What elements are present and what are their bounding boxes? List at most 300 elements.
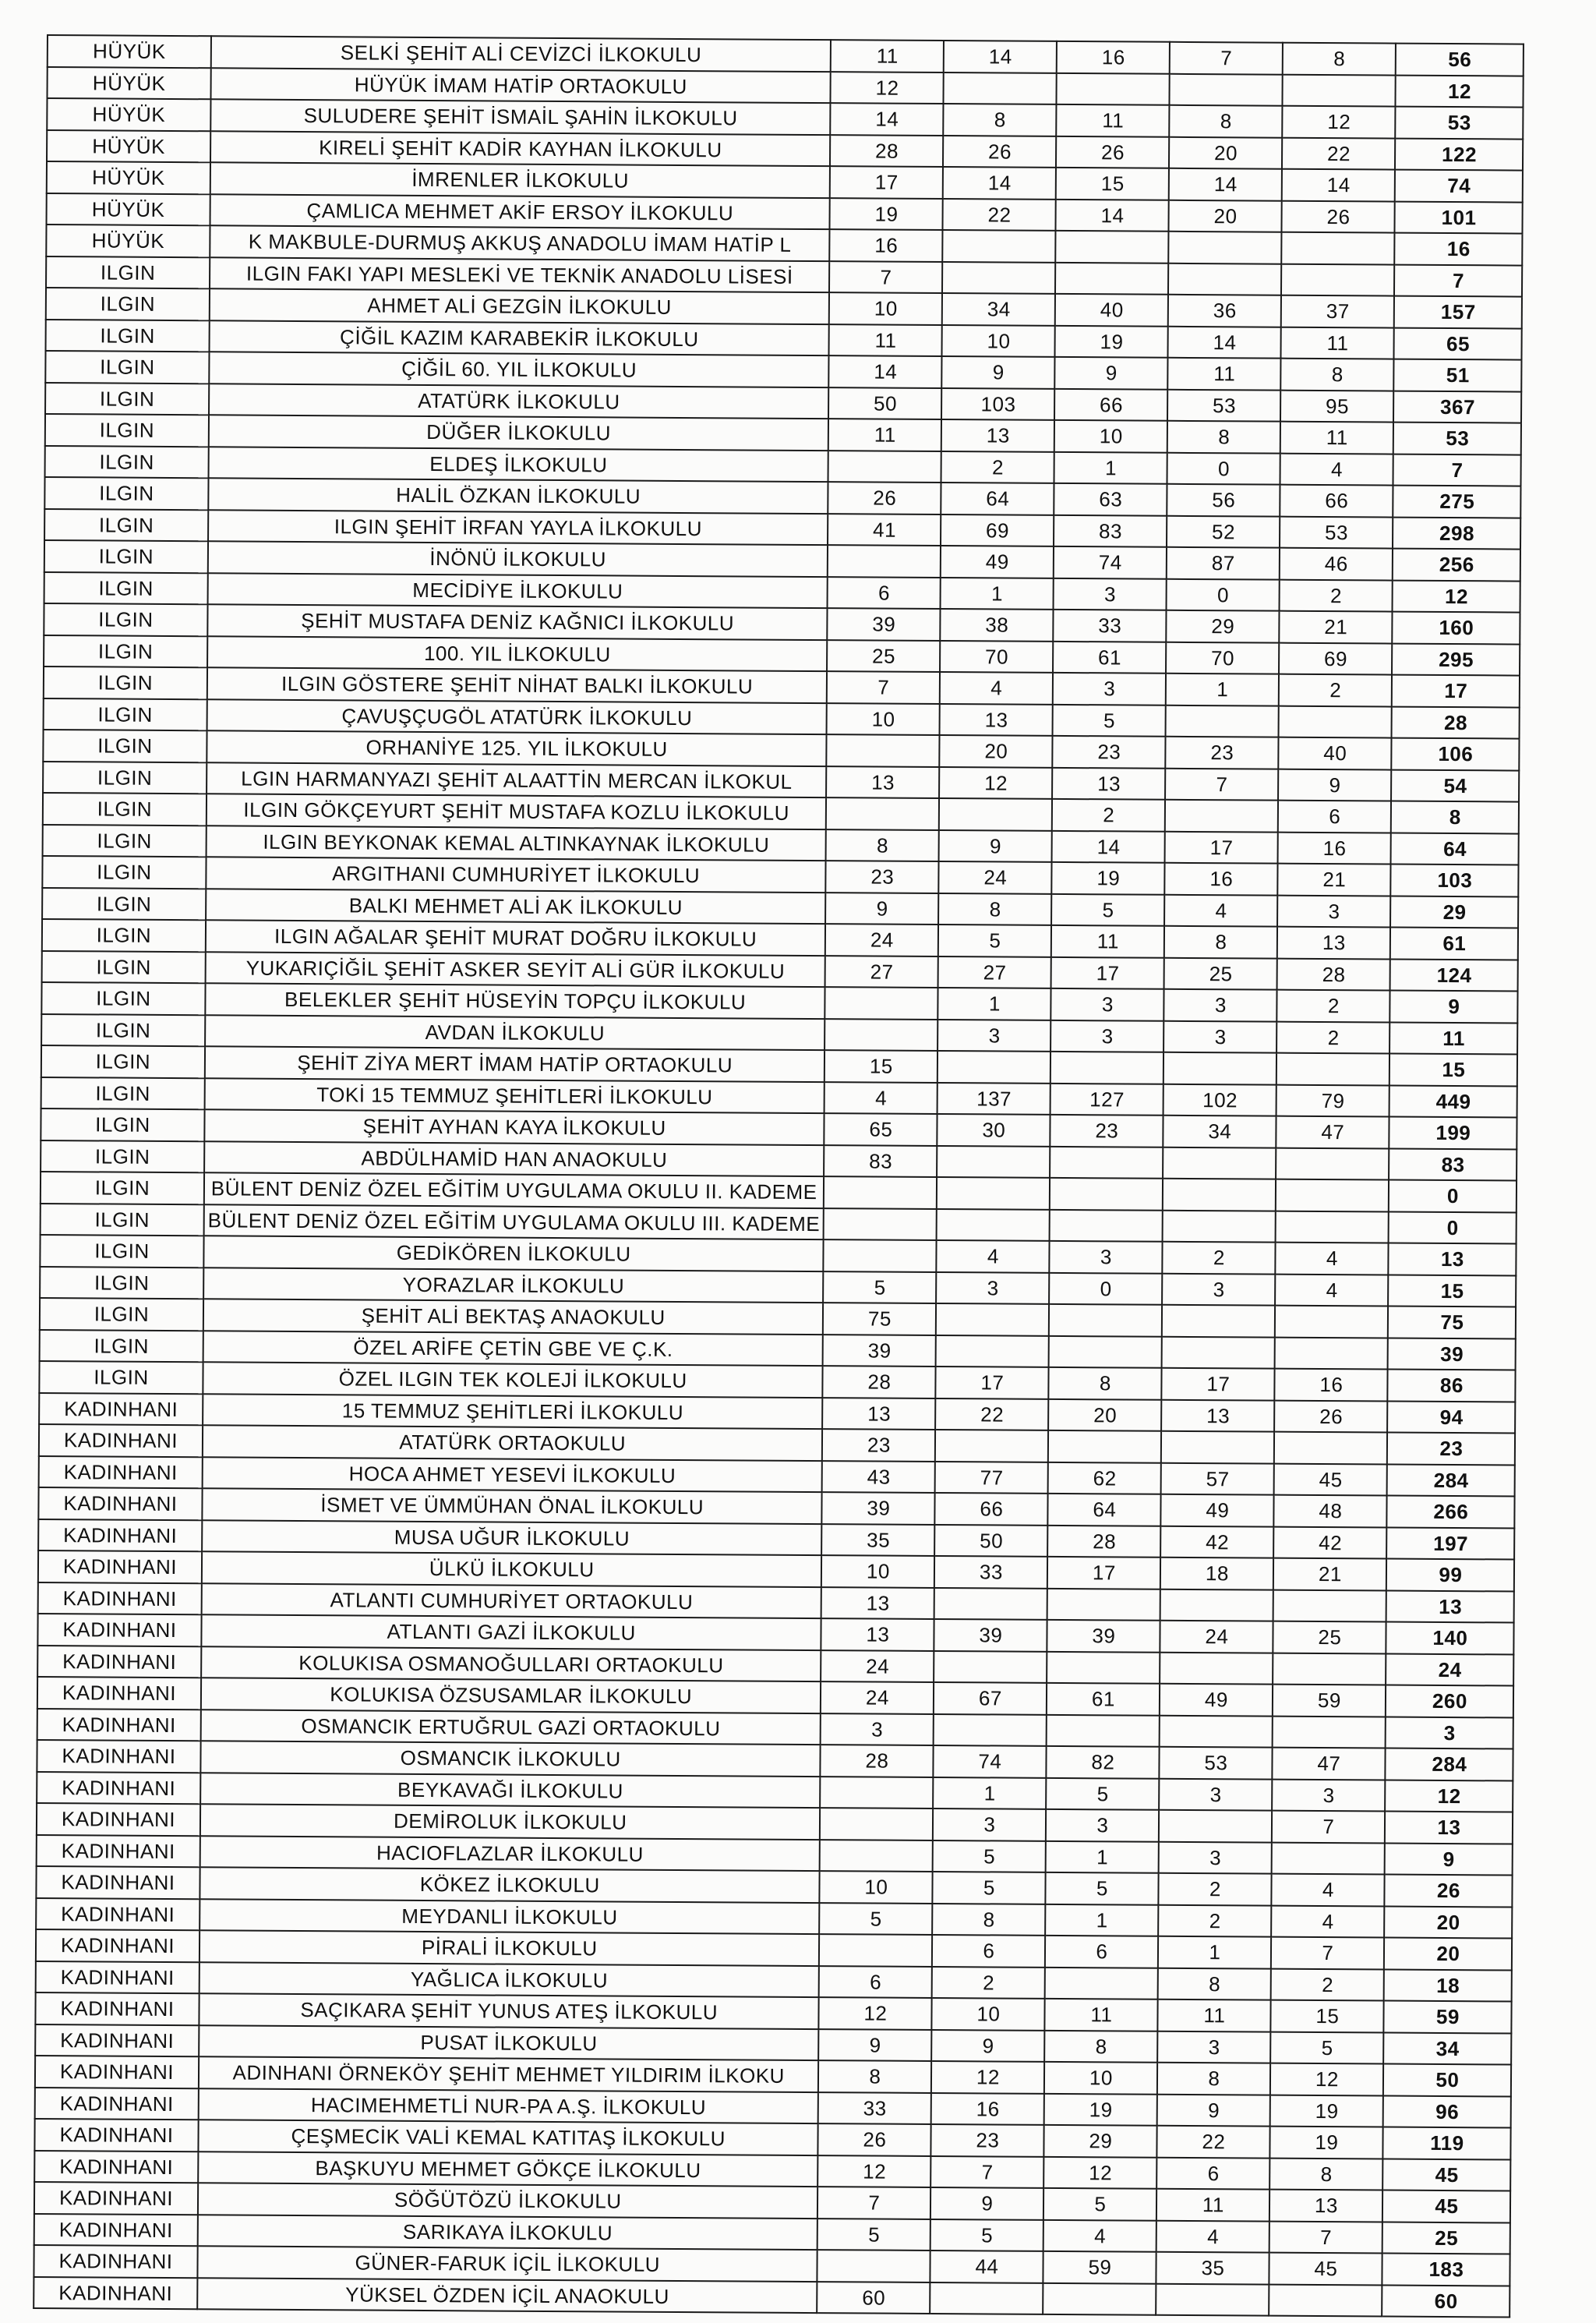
count-cell-3: 23 [1053,736,1166,768]
school-name-cell: KOLUKISA OSMANOĞULLARI ORTAOKULU [201,1646,821,1681]
count-cell-4: 2 [1163,1242,1276,1274]
school-name-cell: ŞEHİT AYHAN KAYA İLKOKULU [204,1109,824,1144]
school-name-cell: ÇEŞMECİK VALİ KEMAL KATITAŞ İLKOKULU [198,2120,818,2155]
count-cell-4 [1156,2283,1269,2315]
count-cell-4: 70 [1166,642,1279,674]
total-cell: 75 [1388,1306,1516,1339]
count-cell-1: 7 [827,671,940,703]
count-cell-1: 23 [822,1429,935,1461]
school-name-cell: BELEKLER ŞEHİT HÜSEYİN TOPÇU İLKOKULU [205,983,825,1018]
district-cell: KADINHANI [35,2024,199,2056]
count-cell-2: 103 [941,388,1054,420]
count-cell-5: 8 [1281,359,1394,391]
count-cell-5 [1282,232,1395,264]
district-cell: KADINHANI [34,2245,197,2278]
count-cell-1: 12 [831,72,944,104]
count-cell-4: 7 [1165,768,1278,800]
school-name-cell: ABDÜLHAMİD HAN ANAOKULU [204,1141,824,1176]
district-cell: KADINHANI [38,1550,202,1583]
count-cell-2: 74 [934,1745,1047,1777]
count-cell-3 [1047,1588,1160,1620]
count-cell-3: 66 [1054,388,1167,420]
district-cell: KADINHANI [37,1771,200,1804]
school-name-cell: KÖKEZ İLKOKULU [200,1867,820,1902]
count-cell-3 [1049,1335,1162,1367]
school-name-cell: ADINHANI ÖRNEKÖY ŞEHİT MEHMET YILDIRIM İLKOKU [199,2056,819,2091]
school-name-cell: BÜLENT DENİZ ÖZEL EĞİTİM UYGULAMA OKULU II. KADEME [204,1172,824,1207]
total-cell: 51 [1394,359,1522,392]
school-name-cell: BEYKAVAĞI İLKOKULU [200,1773,821,1808]
district-cell: ILGIN [39,1361,203,1394]
count-cell-4: 3 [1164,989,1277,1021]
count-cell-5: 4 [1272,1874,1385,1906]
school-name-cell: İNÖNÜ İLKOKULU [208,541,828,576]
count-cell-2: 67 [934,1682,1047,1714]
school-name-cell: ATLANTI CUMHURİYET ORTAOKULU [202,1583,822,1618]
count-cell-2: 16 [931,2092,1044,2124]
count-cell-5: 40 [1279,737,1392,769]
count-cell-3 [1045,1967,1158,1999]
school-name-cell: GÜNER-FARUK İÇİL İLKOKULU [197,2246,817,2281]
district-cell: KADINHANI [37,1614,201,1646]
total-cell: 60 [1382,2285,1510,2318]
count-cell-4 [1161,1431,1274,1463]
count-cell-2: 9 [939,830,1052,862]
count-cell-5: 7 [1272,1811,1385,1843]
count-cell-1: 24 [825,924,938,956]
school-name-cell: HALİL ÖZKAN İLKOKULU [208,478,828,513]
total-cell: 17 [1392,675,1520,708]
count-cell-5: 4 [1276,1243,1389,1275]
total-cell: 39 [1388,1338,1516,1370]
count-cell-5 [1273,1716,1386,1748]
count-cell-3 [1050,1146,1163,1178]
count-cell-4: 4 [1156,2220,1269,2252]
district-cell: KADINHANI [36,1961,200,1993]
count-cell-2: 9 [932,2029,1045,2061]
count-cell-1: 9 [825,893,938,925]
school-name-cell: BALKI MEHMET ALİ AK İLKOKULU [206,889,826,924]
district-cell: KADINHANI [37,1740,200,1773]
total-cell: 12 [1396,75,1524,108]
count-cell-3: 3 [1050,1020,1163,1052]
school-name-cell: K MAKBULE-DURMUŞ AKKUŞ ANADOLU İMAM HATİP L [210,225,830,260]
count-cell-4 [1166,705,1279,737]
district-cell: KADINHANI [35,2056,199,2088]
total-cell: 11 [1389,1022,1517,1055]
total-cell: 124 [1390,959,1518,992]
total-cell: 28 [1392,706,1520,739]
district-cell: ILGIN [40,1235,203,1268]
count-cell-3: 3 [1054,578,1167,610]
count-cell-3: 17 [1047,1557,1160,1589]
count-cell-3: 5 [1043,2188,1156,2220]
total-cell: 59 [1384,2001,1512,2034]
district-cell: KADINHANI [36,1929,200,1962]
count-cell-5: 5 [1271,2031,1384,2063]
count-cell-4 [1163,1210,1276,1242]
count-cell-3: 13 [1052,767,1165,799]
district-cell: ILGIN [42,950,206,983]
total-cell: 13 [1389,1243,1517,1276]
count-cell-4: 2 [1159,1873,1272,1905]
count-cell-2: 10 [942,325,1055,357]
total-cell: 16 [1395,233,1523,266]
count-cell-4: 42 [1161,1526,1274,1558]
school-name-cell: ŞEHİT ALİ BEKTAŞ ANAOKULU [203,1299,824,1334]
school-name-cell: ÇİĞİL KAZIM KARABEKİR İLKOKULU [210,320,830,355]
total-cell: 140 [1386,1622,1514,1655]
school-name-cell: ATATÜRK İLKOKULU [209,384,829,419]
count-cell-4: 8 [1164,926,1277,958]
count-cell-2: 6 [932,1935,1045,1967]
total-cell: 54 [1391,769,1519,802]
count-cell-5: 26 [1282,200,1395,232]
count-cell-1: 9 [819,2029,932,2061]
school-name-cell: 100. YIL İLKOKULU [207,636,828,671]
count-cell-3: 82 [1047,1746,1160,1778]
count-cell-3: 1 [1046,1904,1159,1936]
school-name-cell: İMRENLER İLKOKULU [210,162,831,197]
count-cell-4: 18 [1160,1558,1273,1589]
total-cell: 53 [1396,107,1524,140]
count-cell-3: 23 [1050,1115,1163,1147]
count-cell-5: 12 [1283,106,1396,138]
count-cell-3: 33 [1054,610,1167,642]
count-cell-5 [1275,1337,1388,1369]
total-cell: 9 [1385,1843,1513,1876]
count-cell-5 [1276,1179,1389,1211]
count-cell-2 [935,1430,1048,1462]
count-cell-5: 16 [1275,1369,1388,1401]
count-cell-5: 45 [1274,1463,1387,1495]
district-cell: ILGIN [45,445,209,478]
district-cell: ILGIN [44,540,208,573]
count-cell-2 [937,1177,1050,1209]
count-cell-2: 22 [936,1398,1049,1430]
count-cell-4 [1160,1589,1273,1621]
count-cell-1 [817,2250,930,2282]
school-name-cell: OSMANCIK ERTUĞRUL GAZİ ORTAOKULU [201,1710,821,1745]
school-name-cell: MEYDANLI İLKOKULU [200,1899,820,1934]
count-cell-1: 28 [823,1366,936,1398]
school-name-cell: ORHANİYE 125. YIL İLKOKULU [207,730,827,765]
total-cell: 86 [1388,1370,1516,1402]
count-cell-2: 2 [932,1966,1045,1998]
count-cell-4: 3 [1163,1020,1276,1052]
count-cell-2: 77 [935,1461,1048,1493]
count-cell-4: 8 [1158,1968,1271,1999]
total-cell: 0 [1389,1180,1517,1213]
count-cell-4 [1165,800,1278,832]
count-cell-1: 6 [819,1966,932,1998]
district-cell: KADINHANI [37,1677,201,1710]
total-cell: 295 [1392,643,1520,676]
count-cell-2: 17 [936,1367,1049,1398]
count-cell-1: 26 [828,482,941,514]
school-name-cell: ILGIN GÖSTERE ŞEHİT NİHAT BALKI İLKOKULU [207,667,828,702]
district-cell: ILGIN [46,319,210,352]
count-cell-2: 33 [934,1556,1047,1588]
count-cell-3: 5 [1051,893,1164,925]
count-cell-1: 10 [827,703,940,735]
total-cell: 449 [1389,1085,1517,1118]
count-cell-4 [1168,263,1281,295]
count-cell-2: 12 [939,767,1052,799]
count-cell-1: 19 [830,198,943,230]
school-name-cell: ŞEHİT ZİYA MERT İMAM HATİP ORTAOKULU [205,1046,825,1081]
total-cell: 29 [1390,896,1518,928]
count-cell-1: 65 [824,1113,937,1145]
total-cell: 101 [1395,201,1523,234]
school-name-cell: ÖZEL ARİFE ÇETİN GBE VE Ç.K. [203,1331,824,1366]
district-cell: ILGIN [42,919,206,952]
count-cell-3: 19 [1055,325,1168,357]
district-cell: ILGIN [41,982,205,1015]
count-cell-5: 14 [1282,169,1395,201]
count-cell-1: 83 [824,1145,937,1177]
count-cell-5: 47 [1276,1116,1389,1148]
total-cell: 23 [1387,1433,1515,1466]
district-cell: ILGIN [41,1013,205,1046]
count-cell-2: 1 [938,988,1051,1020]
count-cell-5: 13 [1269,2190,1382,2222]
school-name-cell: PUSAT İLKOKULU [199,2025,819,2060]
count-cell-2: 34 [942,293,1055,325]
count-cell-2 [930,2282,1043,2314]
count-cell-4: 17 [1162,1368,1275,1400]
school-name-cell: BAŞKUYU MEHMET GÖKÇE İLKOKULU [198,2152,818,2187]
count-cell-2 [936,1303,1049,1335]
district-cell: ILGIN [44,508,208,541]
count-cell-2: 3 [933,1809,1046,1840]
count-cell-2: 30 [937,1114,1050,1146]
count-cell-3: 15 [1056,168,1169,200]
district-cell: KADINHANI [37,1803,200,1836]
district-cell: ILGIN [44,571,208,604]
count-cell-5: 19 [1270,2127,1383,2159]
district-cell: ILGIN [44,666,207,699]
total-cell: 7 [1393,454,1521,486]
count-cell-1: 28 [821,1745,934,1777]
count-cell-5 [1281,263,1394,295]
count-cell-1: 39 [822,1492,935,1524]
district-cell: HÜYÜK [46,225,210,257]
count-cell-3: 64 [1048,1494,1161,1526]
count-cell-5 [1269,2284,1382,2316]
count-cell-5 [1283,74,1396,106]
district-cell: ILGIN [41,1140,204,1172]
count-cell-1: 75 [823,1303,936,1335]
count-cell-4: 102 [1163,1084,1276,1116]
count-cell-5: 4 [1280,453,1393,485]
count-cell-1 [820,1840,933,1872]
school-name-cell: 15 TEMMUZ ŞEHİTLERİ İLKOKULU [203,1394,823,1429]
district-cell: ILGIN [40,1266,203,1299]
district-cell: ILGIN [43,730,207,762]
district-cell: KADINHANI [35,1992,199,2025]
total-cell: 122 [1395,138,1523,171]
count-cell-5: 9 [1278,769,1391,801]
count-cell-2 [937,1051,1050,1083]
count-cell-5: 46 [1280,548,1393,580]
school-name-cell: SULUDERE ŞEHİT İSMAİL ŞAHİN İLKOKULU [210,99,831,134]
count-cell-4: 1 [1166,674,1279,705]
total-cell: 83 [1389,1148,1517,1181]
total-cell: 13 [1385,1812,1513,1844]
count-cell-4: 13 [1162,1399,1275,1431]
school-name-cell: ÇAMLICA MEHMET AKİF ERSOY İLKOKULU [210,194,831,229]
count-cell-4: 53 [1167,389,1280,421]
count-cell-1: 12 [818,2155,931,2187]
count-cell-1 [824,1019,937,1051]
count-cell-1: 15 [824,1050,937,1082]
count-cell-2: 10 [932,1998,1045,2030]
total-cell: 157 [1394,296,1522,329]
count-cell-2 [944,72,1057,104]
district-cell: ILGIN [44,698,207,730]
count-cell-5 [1273,1653,1386,1685]
count-cell-5: 2 [1280,579,1393,611]
count-cell-2 [939,798,1052,830]
count-cell-4: 14 [1168,326,1281,358]
count-cell-4: 23 [1166,737,1279,769]
count-cell-3: 5 [1046,1872,1159,1904]
count-cell-1: 10 [820,1871,933,1903]
count-cell-4 [1162,1336,1275,1368]
count-cell-4 [1160,1652,1273,1684]
total-cell: 34 [1384,2032,1512,2065]
count-cell-3: 26 [1056,136,1169,168]
total-cell: 99 [1386,1559,1514,1592]
count-cell-2: 50 [935,1524,1048,1556]
count-cell-1 [828,545,941,577]
count-cell-4: 6 [1157,2157,1270,2189]
total-cell: 260 [1386,1685,1513,1718]
district-cell: ILGIN [45,382,209,415]
count-cell-4: 17 [1165,831,1278,863]
count-cell-1: 13 [826,766,939,798]
count-cell-4: 16 [1165,863,1278,895]
district-cell: ILGIN [44,635,207,667]
count-cell-3 [1050,1209,1163,1241]
count-cell-5 [1276,1147,1389,1179]
count-cell-2: 27 [938,956,1051,988]
count-cell-2: 9 [930,2187,1043,2219]
count-cell-4 [1162,1305,1275,1337]
district-cell: ILGIN [43,761,207,794]
count-cell-5 [1275,1306,1388,1338]
total-cell: 298 [1393,517,1520,550]
count-cell-4: 56 [1167,484,1280,516]
count-cell-2 [937,1146,1050,1178]
count-cell-3: 11 [1057,104,1170,136]
count-cell-5: 95 [1280,390,1393,422]
count-cell-2: 20 [940,735,1053,767]
count-cell-3: 16 [1057,41,1170,73]
school-name-cell: ILGIN ŞEHİT İRFAN YAYLA İLKOKULU [208,510,828,545]
count-cell-3: 63 [1054,483,1167,515]
count-cell-3: 0 [1050,1272,1163,1304]
count-cell-2: 9 [942,356,1055,388]
total-cell: 284 [1386,1748,1513,1781]
total-cell: 24 [1386,1653,1514,1686]
count-cell-2: 5 [933,1840,1046,1872]
count-cell-1 [821,1777,934,1809]
count-cell-5: 26 [1275,1400,1388,1432]
total-cell: 183 [1382,2254,1510,2286]
count-cell-2 [937,1209,1050,1241]
school-name-cell: ILGIN GÖKÇEYURT ŞEHİT MUSTAFA KOZLU İLKOKULU [207,794,827,829]
school-name-cell: HACIMEHMETLİ NUR-PA A.Ş. İLKOKULU [199,2088,819,2123]
district-cell: KADINHANI [39,1455,203,1488]
count-cell-5: 53 [1280,516,1393,548]
count-cell-2: 137 [937,1083,1050,1115]
school-name-cell: YUKARIÇİĞİL ŞEHİT ASKER SEYİT ALİ GÜR İLKOKULU [206,952,826,987]
count-cell-2: 1 [934,1777,1047,1809]
count-cell-5: 6 [1278,801,1391,833]
count-cell-4: 52 [1167,515,1280,547]
count-cell-4 [1163,1147,1276,1179]
count-cell-2: 14 [943,167,1056,199]
district-cell: KADINHANI [34,2119,198,2152]
district-cell: ILGIN [44,603,207,636]
count-cell-1 [825,987,938,1019]
count-cell-3: 39 [1047,1620,1160,1652]
count-cell-1 [819,1934,932,1966]
count-cell-2 [943,230,1056,262]
count-cell-1: 39 [823,1335,936,1367]
school-name-cell: MUSA UĞUR İLKOKULU [202,1520,822,1555]
count-cell-1 [820,1808,933,1840]
total-cell: 94 [1388,1401,1516,1434]
count-cell-5: 42 [1274,1526,1387,1558]
count-cell-2: 5 [930,2219,1043,2251]
district-cell: ILGIN [42,856,206,889]
count-cell-5: 15 [1271,2000,1384,2032]
school-name-cell: ATATÜRK ORTAOKULU [203,1425,823,1460]
count-cell-5: 16 [1278,832,1391,864]
count-cell-3: 61 [1053,641,1166,673]
count-cell-1: 10 [829,292,942,324]
count-cell-4: 2 [1159,1904,1272,1936]
count-cell-1 [824,1208,937,1240]
count-cell-4: 49 [1160,1684,1273,1716]
count-cell-2: 39 [934,1619,1047,1651]
count-cell-3: 10 [1054,420,1167,452]
total-cell: 53 [1393,423,1521,455]
school-name-cell: PİRALİ İLKOKULU [200,1930,820,1965]
count-cell-3 [1050,1178,1163,1210]
count-cell-2: 13 [941,419,1054,451]
school-name-cell: SELKİ ŞEHİT ALİ CEVİZCİ İLKOKULU [211,36,832,71]
count-cell-4: 8 [1167,421,1280,453]
count-cell-1: 60 [817,2282,930,2314]
count-cell-4: 11 [1168,358,1281,390]
count-cell-3: 40 [1055,294,1168,326]
count-cell-2: 5 [933,1872,1046,1904]
count-cell-1: 23 [826,861,939,893]
school-name-cell: ARGITHANI CUMHURİYET İLKOKULU [206,857,826,892]
school-name-cell: BÜLENT DENİZ ÖZEL EĞİTİM UYGULAMA OKULU III. KADEME [204,1204,824,1239]
count-cell-1: 4 [824,1082,937,1114]
total-cell: 74 [1395,170,1523,203]
count-cell-2: 3 [937,1020,1050,1052]
count-cell-3: 8 [1045,2030,1158,2062]
school-name-cell: KIRELİ ŞEHİT KADİR KAYHAN İLKOKULU [210,131,831,166]
count-cell-1: 14 [831,103,944,135]
total-cell: 266 [1387,1496,1515,1529]
